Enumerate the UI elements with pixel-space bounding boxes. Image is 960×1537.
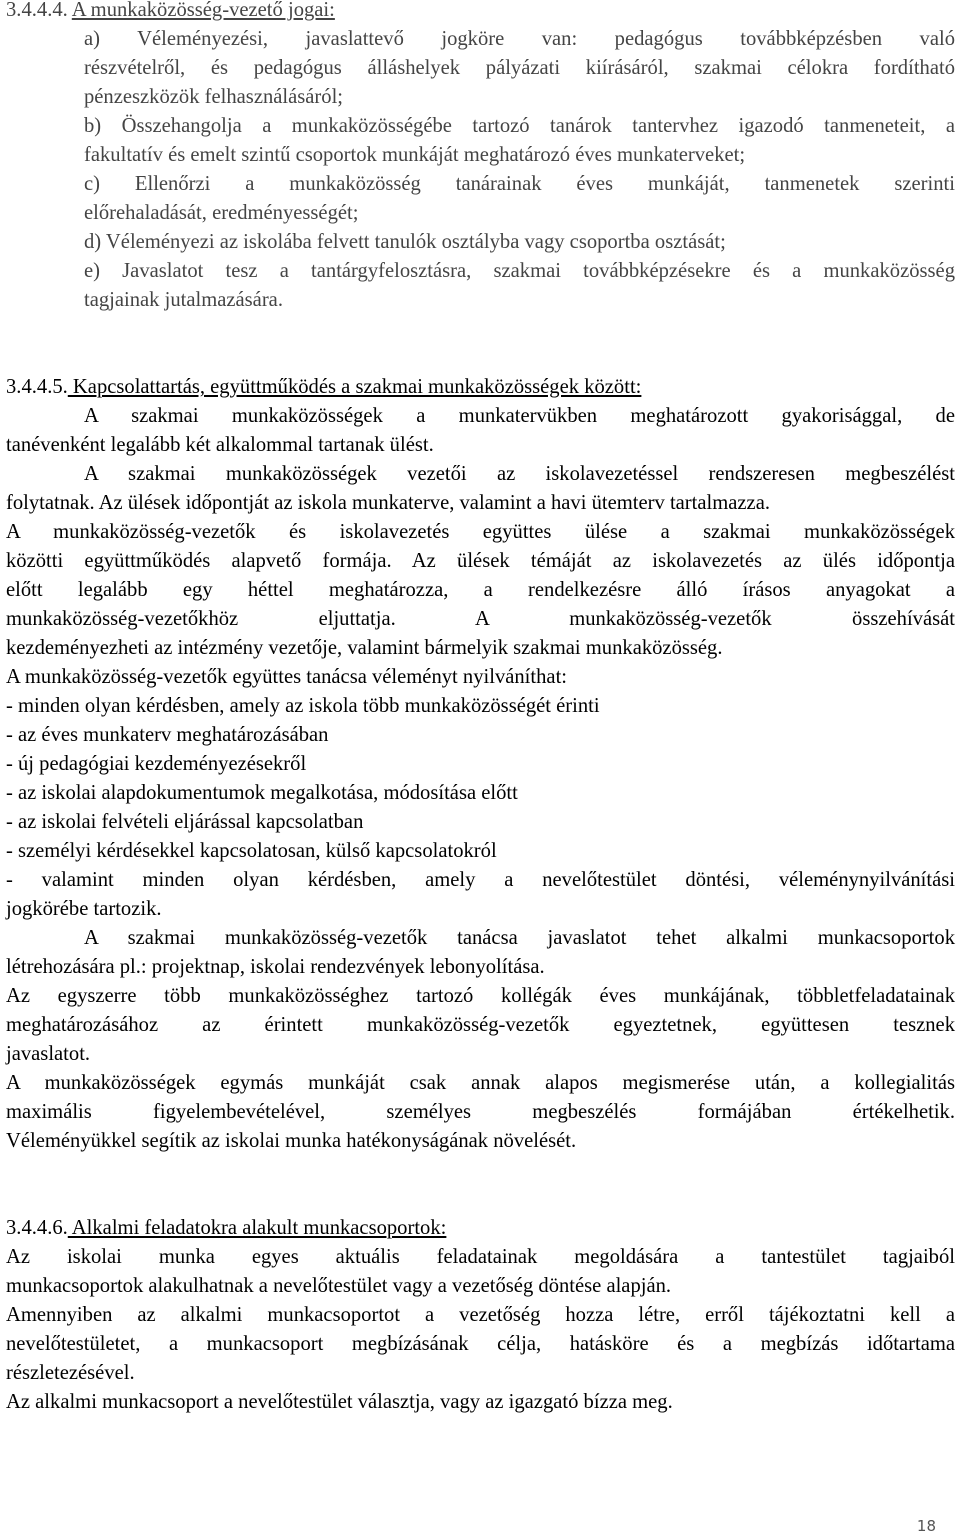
list-item: - az iskolai alapdokumentumok megalkotása, módosítása előtt	[6, 782, 518, 804]
section-number: 3.4.4.6.	[6, 1217, 68, 1239]
text-line: Az alkalmi munkacsoport a nevelőtestület választja, vagy az igazgató bízza meg.	[6, 1391, 673, 1413]
section-number: 3.4.4.5.	[6, 376, 68, 398]
text-line: részletezésével.	[6, 1362, 135, 1384]
section-heading	[6, 373, 641, 401]
text-line: jogkörébe tartozik.	[6, 898, 162, 920]
text-line: létrehozására pl.: projektnap, iskolai rendezvények lebonyolítása.	[6, 956, 545, 978]
section-heading	[6, 1214, 446, 1242]
text-line: Az egyszerre több munkaközösséghez tartozó kollégák éves munkájának, többletfeladatainak	[6, 985, 955, 1007]
list-item: - valamint minden olyan kérdésben, amely a nevelőtestület döntési, véleménynyilvánítási	[6, 869, 955, 891]
text-line: kezdeményezheti az intézmény vezetője, valamint bármelyik szakmai munkaközösség.	[6, 637, 723, 659]
list-line: a) Véleményezési, javaslattevő jogköre van: pedagógus továbbképzésben való	[84, 28, 955, 50]
list-line: előrehaladását, eredményességét;	[84, 202, 359, 224]
list-line: c) Ellenőrzi a munkaközösség tanárainak éves munkáját, tanmenetek szerinti	[84, 173, 955, 195]
list-item: - az iskolai felvételi eljárással kapcsolatban	[6, 811, 364, 833]
text-line: Véleményükkel segítik az iskolai munka hatékonyságának növelését.	[6, 1130, 577, 1152]
text-line: Az iskolai munka egyes aktuális feladatainak megoldására a tantestület tagjaiból	[6, 1246, 955, 1268]
list-line: e) Javaslatot tesz a tantárgyfelosztásra, szakmai továbbképzésekre és a munkaközösség	[84, 260, 955, 282]
section-title: Kapcsolattartás, együttműködés a szakmai munkaközösségek között:	[67, 376, 642, 398]
section-title: Alkalmi feladatokra alakult munkacsoportok:	[67, 1217, 447, 1239]
list-line: b) Összehangolja a munkaközösségébe tartozó tanárok tantervhez igazodó tanmeneteit, a	[84, 115, 955, 137]
list-line: d) Véleményezi az iskolába felvett tanulók osztályba vagy csoportba osztását;	[84, 231, 726, 253]
text-line: A munkaközösség-vezetők együttes tanácsa véleményt nyilváníthat:	[6, 666, 568, 688]
text-line: folytatnak. Az ülések időpontját az iskola munkaterve, valamint a havi ütemterv tartalmazza.	[6, 492, 770, 514]
text-line: A szakmai munkaközösségek vezetői az iskolavezetéssel rendszeresen megbeszélést	[84, 463, 955, 485]
section-number: 3.4.4.4.	[6, 0, 68, 21]
text-line: tanévenként legalább két alkalommal tartanak ülést.	[6, 434, 434, 456]
list-item: - új pedagógiai kezdeményezésekről	[6, 753, 307, 775]
list-line: részvételről, és pedagógus álláshelyek pályázati kiírásáról, szakmai célokra fordítható	[84, 57, 955, 79]
text-line: nevelőtestületet, a munkacsoport megbízásának célja, hatásköre és a megbízás időtartama	[6, 1333, 955, 1355]
text-line: munkaközösség-vezetőkhöz eljuttatja. A munkaközösség-vezetők összehívását	[6, 608, 955, 630]
list-line: fakultatív és emelt szintű csoportok munkáját meghatározó éves munkaterveket;	[84, 144, 746, 166]
list-item: - személyi kérdésekkel kapcsolatosan, külső kapcsolatokról	[6, 840, 497, 862]
text-line: javaslatot.	[6, 1043, 91, 1065]
text-line: munkacsoportok alakulhatnak a nevelőtestület vagy a vezetőség döntése alapján.	[6, 1275, 672, 1297]
text-line: A szakmai munkaközösség-vezetők tanácsa javaslatot tehet alkalmi munkacsoportok	[84, 927, 955, 949]
list-item: - az éves munkaterv meghatározásában	[6, 724, 329, 746]
text-line: előtt legalább egy héttel meghatározza, a rendelkezésre álló írásos anyagokat a	[6, 579, 955, 601]
section-title: A munkaközösség-vezető jogai:	[71, 0, 335, 21]
text-line: Amennyiben az alkalmi munkacsoportot a vezetőség hozza létre, erről tájékoztatni kell a	[6, 1304, 955, 1326]
text-line: maximális figyelembevételével, személyes megbeszélés formájában értékelhetik.	[6, 1101, 955, 1123]
list-line: pénzeszközök felhasználásáról;	[84, 86, 344, 108]
text-line: meghatározásához az érintett munkaközösség-vezetők egyeztetnek, együttesen tesznek	[6, 1014, 955, 1036]
text-line: A munkaközösség-vezetők és iskolavezetés együttes ülése a szakmai munkaközösségek	[6, 521, 955, 543]
section-heading	[6, 0, 335, 24]
text-line: A szakmai munkaközösségek a munkatervükben meghatározott gyakorisággal, de	[84, 405, 955, 427]
list-item: - minden olyan kérdésben, amely az iskola több munkaközösségét érinti	[6, 695, 600, 717]
list-line: tagjainak jutalmazására.	[84, 289, 283, 311]
page-number: 18	[916, 1517, 936, 1535]
text-line: közötti együttműködés alapvető formája. Az ülések témáját az iskolavezetés az ülés időpontja	[6, 550, 955, 572]
text-line: A munkaközösségek egymás munkáját csak annak alapos megismerése után, a kollegialitás	[6, 1072, 955, 1094]
